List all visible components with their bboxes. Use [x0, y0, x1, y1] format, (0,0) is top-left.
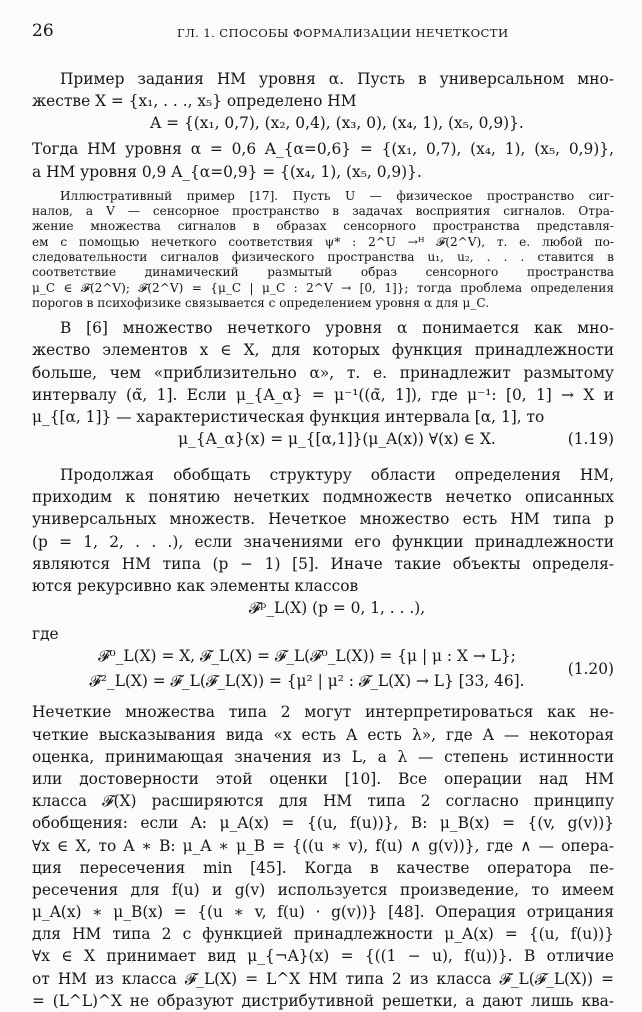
text-line: (p = 1, 2, . . .), если значениями его функции принадлежности: [32, 532, 614, 551]
text-line: Пример задания НМ уровня α. Пусть в универсальном мно-: [60, 70, 614, 88]
text-line: универсальных множеств. Нечеткое множество есть НМ типа p: [32, 510, 614, 529]
text-line: порогов в психофизике связывается с определением уровня α для μ_C.: [32, 295, 490, 310]
equation-number: (1.20): [567, 660, 614, 679]
paragraph-level-sets: [32, 138, 614, 182]
text-line: следовательности сигналов физического пространства u₁, u₂, . . . ставится в: [32, 249, 614, 264]
equation-number: (1.19): [567, 430, 614, 449]
text-line: или достоверности этой оценки [10]. Все операции над НМ: [32, 769, 614, 788]
text-line: μ_C ∈ 𝓕(2^V); 𝓕(2^V) = {μ_C | μ_C : 2^V → [0, 1]}; тогда проблема определения: [32, 280, 614, 295]
text-line: ∀x ∈ X принимает вид μ_{¬A}(x) = {((1 − u), f(u))}. В отличие: [32, 947, 614, 966]
text-line: μ_{[α, 1]} — характеристическая функция интервала [α, 1], то: [32, 407, 545, 426]
formula-text: 𝓕ᵖ_L(X) (p = 0, 1, . . .),: [248, 599, 426, 618]
text-line: класса 𝓕(X) расширяются для НМ типа 2 согласно принципу: [32, 792, 614, 811]
text-line: от НМ из класса 𝓕_L(X) = L^X НМ типа 2 из класса 𝓕_L(𝓕_L(X)) =: [32, 969, 614, 988]
illustrative-example: [32, 188, 614, 311]
text-line: = (L^L)^X не образуют дистрибутивной решетки, а дают лишь ква-: [32, 991, 614, 1010]
text-line: обобщения: если A: μ_A(x) = {(u, f(u))}, B: μ_B(x) = {(v, g(v))}: [32, 814, 614, 833]
text-line: интервалу (α̃, 1]. Если μ_{A_α} = μ⁻¹((α̃, 1]), где μ⁻¹: [0, 1] → X и: [32, 385, 614, 404]
text-line: оценка, принимающая значения из L, а λ — степень истинности: [32, 747, 614, 766]
text-line: четкие высказывания вида «x есть A есть λ», где A — некоторая: [32, 725, 614, 744]
formula-set-a: [60, 112, 614, 138]
formula-text: 𝓕⁰_L(X) = X, 𝓕_L(X) = 𝓕_L(𝓕⁰_L(X)) = {μ | μ : X → L};: [98, 647, 516, 666]
text-line: соответствие динамический размытый образ сенсорного пространства: [32, 265, 614, 280]
text-line: ция пересечения min [45]. Когда в качестве оператора пе-: [32, 858, 614, 877]
text-line: ∀x ∈ X, то A ∗ B: μ_A ∗ μ_B = {((u ∗ v), f(u) ∧ g(v))}, где ∧ — опера-: [32, 836, 614, 855]
formula-1-20: [60, 645, 614, 695]
formula-text: μ_{A_α}(x) = μ_{[α,1]}(μ_A(x)) ∀(x) ∈ X.: [178, 430, 496, 449]
text-line: приходим к понятию нечетких подмножеств нечетко описанных: [32, 488, 614, 507]
page-header: [32, 20, 612, 44]
text-line: больше, чем «приблизительно α», т. е. принадлежит размытому: [32, 363, 614, 382]
text-line: являются НМ типа (p − 1) [5]. Иначе такие объекты определя-: [32, 554, 614, 573]
where-word: где: [32, 625, 59, 644]
running-title: ГЛ. 1. СПОСОБЫ ФОРМАЛИЗАЦИИ НЕЧЕТКОСТИ: [177, 26, 509, 40]
text-line: Иллюстративный пример [17]. Пусть U — физическое пространство сиг-: [60, 188, 614, 203]
page-number: 26: [32, 21, 54, 41]
text-line: В [6] множество нечеткого уровня α понимается как мно-: [60, 319, 614, 338]
text-line: жество элементов x ∈ X, для которых функция принадлежности: [32, 341, 614, 360]
text-line: жестве X = {x₁, . . ., x₅} определено НМ: [32, 92, 357, 111]
text-line: Продолжая обобщать структуру области определения НМ,: [60, 466, 614, 485]
text-line: ресечения для f(u) и g(v) используется произведение, то имеем: [32, 880, 614, 899]
paragraph-type-2: [32, 701, 614, 1012]
formula-classes: [60, 597, 614, 623]
formula-1-19: [60, 428, 614, 454]
formula-text: A = {(x₁, 0,7), (x₂, 0,4), (x₃, 0), (x₄, 1), (x₅, 0,9)}.: [150, 114, 524, 133]
text-line: Тогда НМ уровня α = 0,6 A_{α=0,6} = {(x₁, 0,7), (x₄, 1), (x₅, 0,9)},: [32, 140, 614, 159]
text-line: а НМ уровня 0,9 A_{α=0,9} = {(x₄, 1), (x₅, 0,9)}.: [32, 162, 422, 181]
paragraph-example-intro: [32, 68, 614, 112]
page-body: [32, 68, 614, 1012]
text-line: μ_A(x) ∗ μ_B(x) = {(u ∗ v, f(u) · g(v))} [48]. Операция отрицания: [32, 903, 614, 922]
text-line: Нечеткие множества типа 2 могут интерпретироваться как не-: [32, 703, 614, 722]
text-line: ются рекурсивно как элементы классов: [32, 577, 359, 595]
formula-text: 𝓕²_L(X) = 𝓕_L(𝓕_L(X)) = {μ² | μ² : 𝓕_L(X) → L} [33, 46].: [89, 672, 525, 691]
text-line: налов, а V — сенсорное пространство в задачах восприятия сигналов. Отра-: [32, 204, 614, 219]
paragraph-fuzzy-level: [32, 317, 614, 428]
text-line: для НМ типа 2 с функцией принадлежности μ_A(x) = {(u, f(u))}: [32, 925, 614, 944]
text-line: ем с помощью нечеткого соответствия ψ* : 2^U →ᴴ 𝓕(2^V), т. е. любой по-: [32, 234, 614, 249]
text-line: жение множества сигналов в образах сенсорного пространства представля-: [32, 219, 614, 234]
paragraph-type-p: [32, 464, 614, 597]
